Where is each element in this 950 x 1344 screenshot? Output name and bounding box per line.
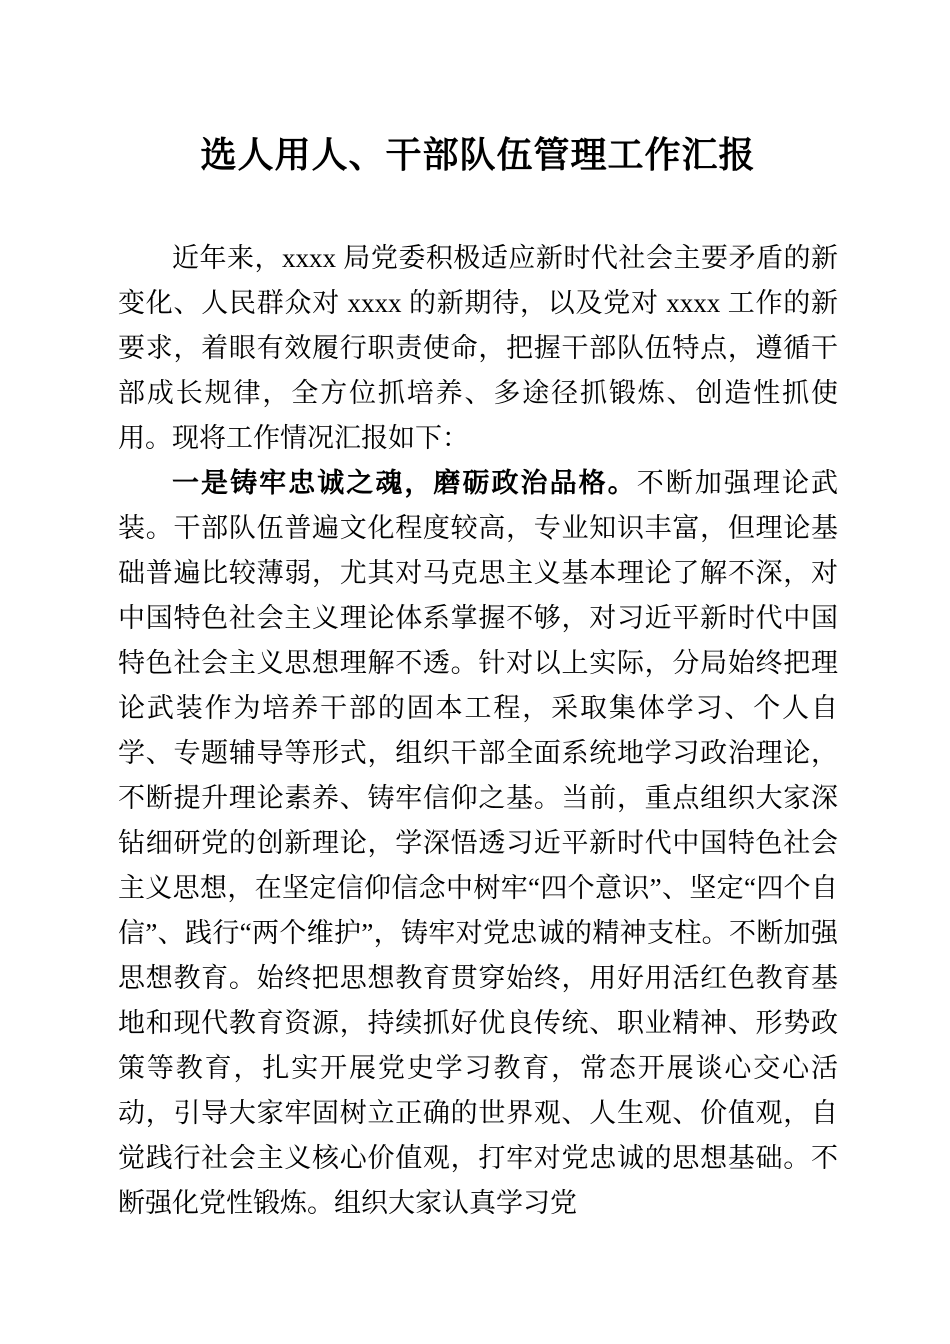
paragraph-lead-bold: 一是铸牢忠诚之魂，磨砺政治品格。 (172, 468, 637, 498)
paragraph (118, 461, 838, 1226)
document-title: 选人用人、干部队伍管理工作汇报 (200, 135, 756, 175)
paragraph (118, 236, 838, 461)
paragraph-text: 不断加强理论武装。干部队伍普遍文化程度较高，专业知识丰富，但理论基础普遍比较薄弱，尤其对马克思主义基本理论了解不深，对中国特色社会主义理论体系掌握不够，对习近平新时代中国特色社会主义思想理解不透。针对以上实际，分局始终把理论武装作为培养干部的固本工程，采取集体学习、个人自学、专题辅导等形式，组织干部全面系统地学习政治理论，不断提升理论素养、铸牢信仰之基。当前，重点组织大家深钻细研党的创新理论，学深悟透习近平新时代中国特色社会主义思想，在坚定信仰信念中树牢“四个意识”、坚定“四个自信”、践行“两个维护”，铸牢对党忠诚的精神支柱。不断加强思想教育。始终把思想教育贯穿始终，用好用活红色教育基地和现代教育资源，持续抓好优良传统、职业精神、形势政策等教育，扎实开展党史学习教育，常态开展谈心交心活动，引导大家牢固树立正确的世界观、人生观、价值观，自觉践行社会主义核心价值观，打牢对党忠诚的思想基础。不断强化党性锻炼。组织大家认真学习党 (118, 468, 839, 1218)
paragraph-text: 近年来，xxxx 局党委积极适应新时代社会主要矛盾的新变化、人民群众对 xxxx 的新期待，以及党对 xxxx 工作的新要求，着眼有效履行职责使命，把握干部队伍特点，遵循干部成长规律，全方位抓培养、多途径抓锻炼、创造性抓使用。现将工作情况汇报如下： (118, 243, 838, 453)
document-body (118, 236, 838, 1226)
